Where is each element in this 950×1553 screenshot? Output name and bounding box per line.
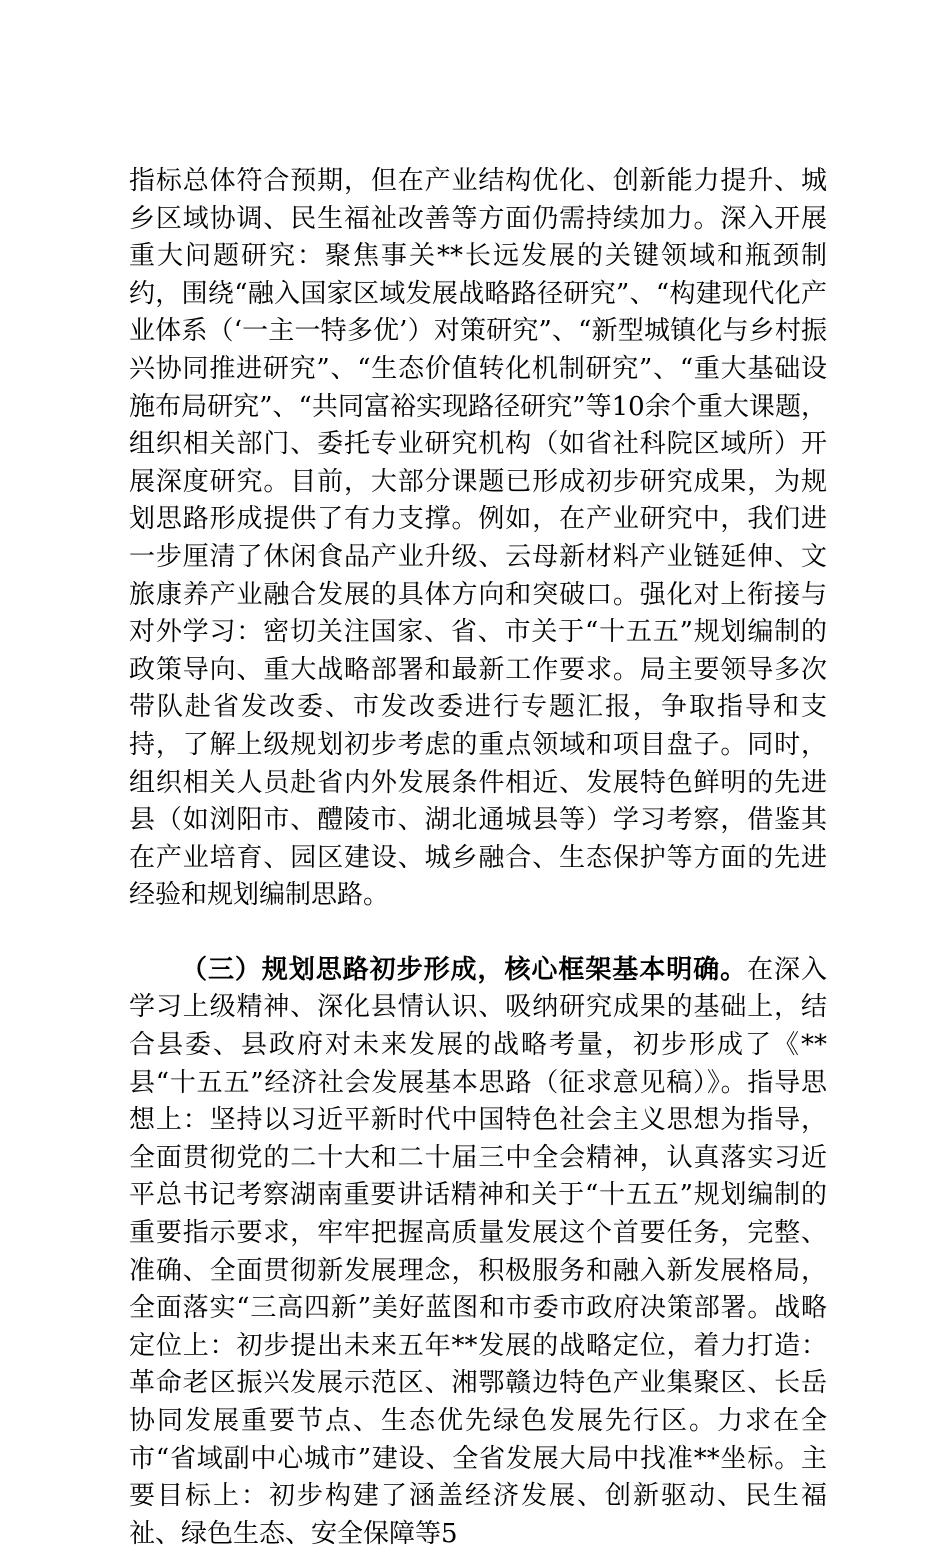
body-paragraph-1 [129, 163, 827, 915]
document-page [129, 163, 827, 1553]
paragraph-1-text: 指标总体符合预期，但在产业结构优化、创新能力提升、城乡区域协调、民生福祉改善等方面仍需持续加力。深入开展重大问题研究：聚焦事关**长远发展的关键领域和瓶颈制约，围绕“融入国家区域发展战略路径研究”、“构建现代化产业体系（‘一主一特多优’）对策研究”、“新型城镇化与乡村振兴协同推进研究”、“生态价值转化机制研究”、“重大基础设施布局研究”、“共同富裕实现路径研究”等10余个重大课题，组织相关部门、委托专业研究机构（如省社科院区域所）开展深度研究。目前，大部分课题已形成初步研究成果，为规划思路形成提供了有力支撑。例如，在产业研究中，我们进一步厘清了休闲食品产业升级、云母新材料产业链延伸、文旅康养产业融合发展的具体方向和突破口。强化对上衔接与对外学习：密切关注国家、省、市关于“十五五”规划编制的政策导向、重大战略部署和最新工作要求。局主要领导多次带队赴省发改委、市发改委进行专题汇报，争取指导和支持，了解上级规划初步考虑的重点领域和项目盘子。同时，组织相关人员赴省内外发展条件相近、发展特色鲜明的先进县（如浏阳市、醴陵市、湖北通城县等）学习考察，借鉴其在产业培育、园区建设、城乡融合、生态保护等方面的先进经验和规划编制思路。 [129, 166, 827, 911]
section-heading-3: （三）规划思路初步形成，核心框架基本明确。 [181, 954, 748, 985]
paragraph-2-text: 在深入学习上级精神、深化县情认识、吸纳研究成果的基础上，结合县委、县政府对未来发展的战略考量，初步形成了《**县“十五五”经济社会发展基本思路（征求意见稿）》。指导思想上：坚持以习近平新时代中国特色社会主义思想为指导，全面贯彻党的二十大和二十届三中全会精神，认真落实习近平总书记考察湖南重要讲话精神和关于“十五五”规划编制的重要指示要求，牢牢把握高质量发展这个首要任务，完整、准确、全面贯彻新发展理念，积极服务和融入新发展格局，全面落实“三高四新”美好蓝图和市委市政府决策部署。战略定位上：初步提出未来五年**发展的战略定位，着力打造：革命老区振兴发展示范区、湘鄂赣边特色产业集聚区、长岳协同发展重要节点、生态优先绿色发展先行区。力求在全市“省域副中心城市”建设、全省发展大局中找准**坐标。主要目标上：初步构建了涵盖经济发展、创新驱动、民生福祉、绿色生态、安全保障等5 [129, 954, 827, 1549]
body-paragraph-2 [129, 952, 827, 1553]
